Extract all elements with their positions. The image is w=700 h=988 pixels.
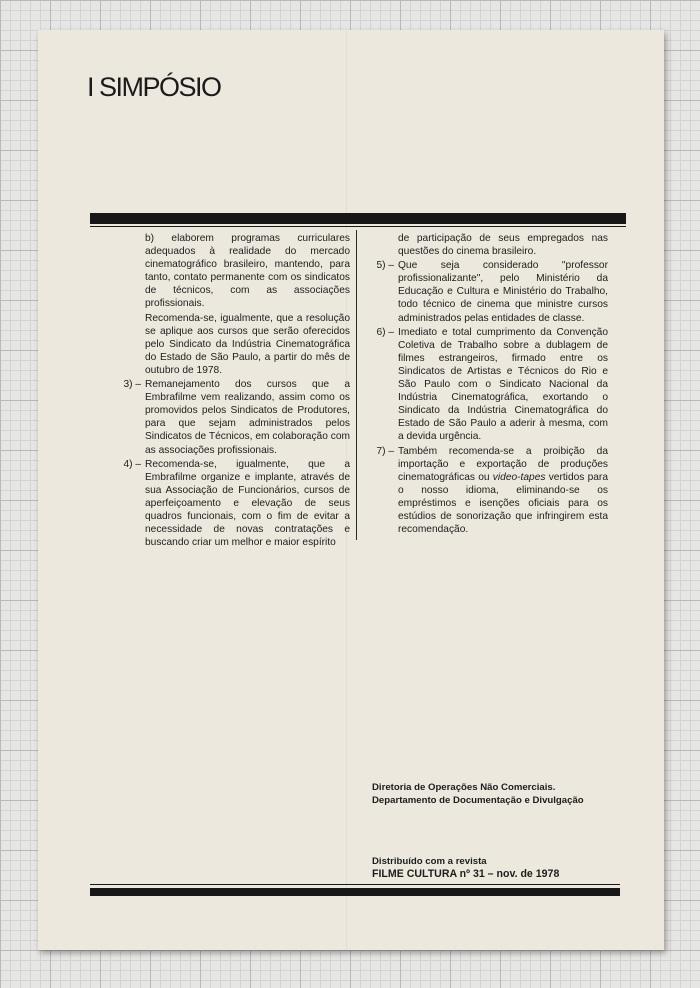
list-item-7 bbox=[364, 445, 608, 537]
page-title: I SIMPÓSIO bbox=[87, 72, 221, 102]
list-item-3 bbox=[107, 378, 350, 457]
distribution-line-1: Distribuído com a revista bbox=[372, 856, 487, 867]
document-page bbox=[38, 30, 664, 950]
item-number: 5) – bbox=[376, 260, 394, 272]
item-text: Remanejamento dos cursos que a Embrafilme vem realizando, assim como os promovidos pelos Sindicatos de Produtores, para que sejam administrados pelos Sindicatos de Técnicos, em colaboração com as associações profissionais. bbox=[145, 379, 350, 456]
publisher-line-1: Diretoria de Operações Não Comerciais. bbox=[372, 782, 556, 793]
item-text: Recomenda-se, igualmente, que a Embrafilme organize e implante, através de sua Associação de Funcionários, cursos de aperfeiçoamento e elevação de seus quadros funcionais, com o fim de evitar a necessidade de novas contratações e buscando criar um melhor e maior espírito bbox=[145, 458, 350, 549]
publisher-line-2: Departamento de Documentação e Divulgação bbox=[372, 795, 584, 806]
paragraph-b: b) elaborem programas curriculares adequados à realidade do mercado cinematográfico brasileiro, mantendo, para tanto, contato permanente com os sindicatos de técnicos, com as associações profissionais. bbox=[145, 233, 350, 310]
item-text: Imediato e total cumprimento da Convenção Coletiva de Trabalho sobre a dublagem de filmes estrangeiros, firmado entre os Sindicatos de Artistas e Técnicos do Rio e São Paulo com o Sindicato Nacional da Indústria Cinematográfica, exortando o Sindicato da Indústria Cinematográfica do Estado de São Paulo a aderir à mesma, com a devida urgência. bbox=[398, 326, 608, 443]
bottom-rule bbox=[90, 888, 620, 896]
item-number: 4) – bbox=[123, 458, 141, 470]
item-text-italic: video-tapes bbox=[492, 471, 546, 483]
list-item-5 bbox=[364, 259, 608, 324]
left-column bbox=[107, 232, 350, 550]
item-text: Que seja considerado "professor profissionalizante", pelo Ministério da Educação e Cultura e Ministério do Trabalho, todo técnico de cinema que ministre cursos administrados pelas entidades de classe. bbox=[398, 260, 608, 324]
publisher-info bbox=[372, 781, 584, 807]
distribution-line-2: FILME CULTURA nº 31 – nov. de 1978 bbox=[372, 868, 560, 880]
distribution-note bbox=[372, 856, 559, 880]
paragraph-continuation: de participação de seus empregados nas questões do cinema brasileiro. bbox=[398, 233, 608, 258]
paragraph-recommendation: Recomenda-se, igualmente, que a resolução se aplique aos cursos que serão oferecidos pelo Sindicato da Indústria Cinematográfica do Estado de São Paulo, a partir do mês de outubro de 1978. bbox=[145, 312, 350, 376]
item-number: 7) – bbox=[376, 445, 394, 457]
list-item-4 bbox=[107, 458, 350, 550]
column-divider bbox=[356, 230, 357, 540]
right-column bbox=[364, 232, 608, 537]
item-text-after: vertidos para o nosso idioma, eliminando-se os empréstimos e isenções oficiais para os estúdios de sonorização que infringirem esta recomendação. bbox=[398, 471, 608, 536]
item-text bbox=[398, 445, 608, 537]
list-item-6 bbox=[364, 326, 608, 444]
item-text-before: Também recomenda-se a proibição da importação e exportação de produções cinematográficas ou bbox=[398, 445, 608, 483]
item-number: 3) – bbox=[123, 379, 141, 391]
item-number: 6) – bbox=[376, 326, 394, 338]
top-rule bbox=[90, 213, 626, 224]
